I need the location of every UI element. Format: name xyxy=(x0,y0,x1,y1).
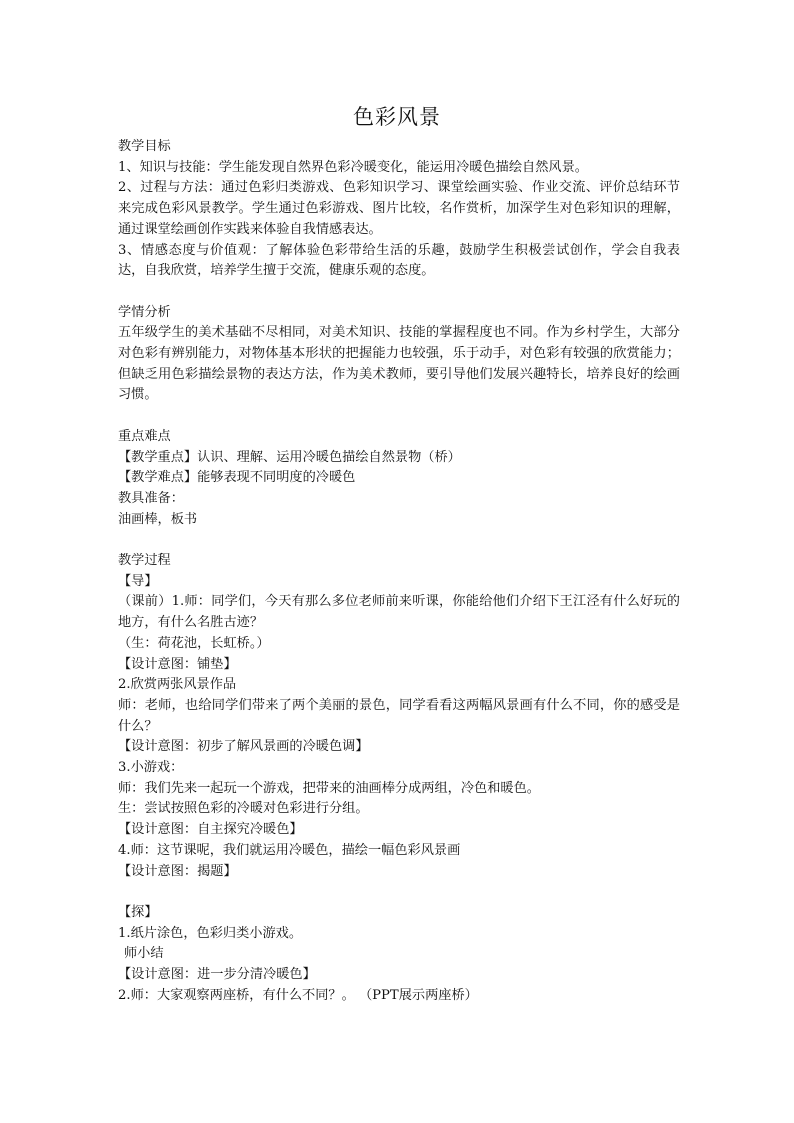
guide-line: 师：老师，也给同学们带来了两个美丽的景色，同学看看这两幅风景画有什么不同，你的感受是什么？ xyxy=(118,697,680,734)
tools-heading: 教具准备： xyxy=(118,490,184,506)
objective-item: 2、过程与方法：通过色彩归类游戏、色彩知识学习、课堂绘画实验、作业交流、评价总结环节来完成色彩风景教学。学生通过色彩游戏、图片比较，名作赏析，加深学生对色彩知识的理解，通过课堂绘画创作实践来体验自我情感表达。 xyxy=(118,180,680,237)
process-heading: 教学过程 xyxy=(118,553,171,569)
analysis-heading: 学情分析 xyxy=(118,304,171,320)
guide-line: （课前）1.师：同学们，今天有那么多位老师前来听课，你能给他们介绍下王江泾有什么好玩的地方，有什么名胜古迹？ xyxy=(118,594,680,631)
guide-line: 【设计意图：自主探究冷暖色】 xyxy=(118,822,303,838)
explore-line: 【设计意图：进一步分清冷暖色】 xyxy=(118,967,316,983)
analysis-text: 五年级学生的美术基础不尽相同，对美术知识、技能的掌握程度也不同。作为乡村学生，大部分对色彩有辨别能力，对物体基本形状的把握能力也较强，乐于动手，对色彩有较强的欣赏能力；但缺乏用色彩描绘景物的表达方法，作为美术教师，要引导他们发展兴趣特长，培养良好的绘画习惯。 xyxy=(118,325,680,403)
spacer xyxy=(118,282,680,303)
guide-line: 师：我们先来一起玩一个游戏，把带来的油画棒分成两组，冷色和暖色。 xyxy=(118,780,540,796)
document-title: 色彩风景 xyxy=(353,105,441,129)
explore-line: 1.纸片涂色，色彩归类小游戏。 xyxy=(118,925,303,941)
tools-list: 油画棒，板书 xyxy=(118,511,198,527)
guide-line: 【设计意图：揭题】 xyxy=(118,863,237,879)
guide-line: 4.师：这节课呢，我们就运用冷暖色，描绘一幅色彩风景画 xyxy=(118,842,461,858)
spacer xyxy=(118,406,680,427)
explore-heading: 【探】 xyxy=(118,904,158,920)
objective-item: 3、情感态度与价值观：了解体验色彩带给生活的乐趣，鼓励学生积极尝试创作，学会自我表达，自我欣赏，培养学生擅于交流，健康乐观的态度。 xyxy=(118,242,680,279)
explore-line: 师小结 xyxy=(124,946,164,962)
guide-line: 2.欣赏两张风景作品 xyxy=(118,677,237,693)
objectives-heading: 教学目标 xyxy=(118,139,171,154)
guide-line: 【设计意图：初步了解风景画的冷暖色调】 xyxy=(118,739,369,755)
guide-line: （生：荷花池，长虹桥。） xyxy=(118,635,270,651)
guide-heading: 【导】 xyxy=(118,573,158,589)
guide-line: 生：尝试按照色彩的冷暖对色彩进行分组。 xyxy=(118,801,369,817)
teaching-difficulty: 【教学难点】能够表现不同明度的冷暖色 xyxy=(118,470,356,486)
document-body xyxy=(118,137,680,1006)
spacer xyxy=(118,882,680,903)
objective-item: 1、知识与技能：学生能发现自然界色彩冷暖变化，能运用冷暖色描绘自然风景。 xyxy=(118,159,588,175)
key-points-heading: 重点难点 xyxy=(118,428,171,444)
explore-line: 2.师：大家观察两座桥，有什么不同？。 （PPT展示两座桥） xyxy=(118,987,478,1003)
guide-line: 【设计意图：铺垫】 xyxy=(118,656,237,672)
teaching-focus: 【教学重点】认识、理解、运用冷暖色描绘自然景物（桥） xyxy=(118,449,461,465)
guide-line: 3.小游戏： xyxy=(118,760,184,776)
spacer xyxy=(118,530,680,551)
